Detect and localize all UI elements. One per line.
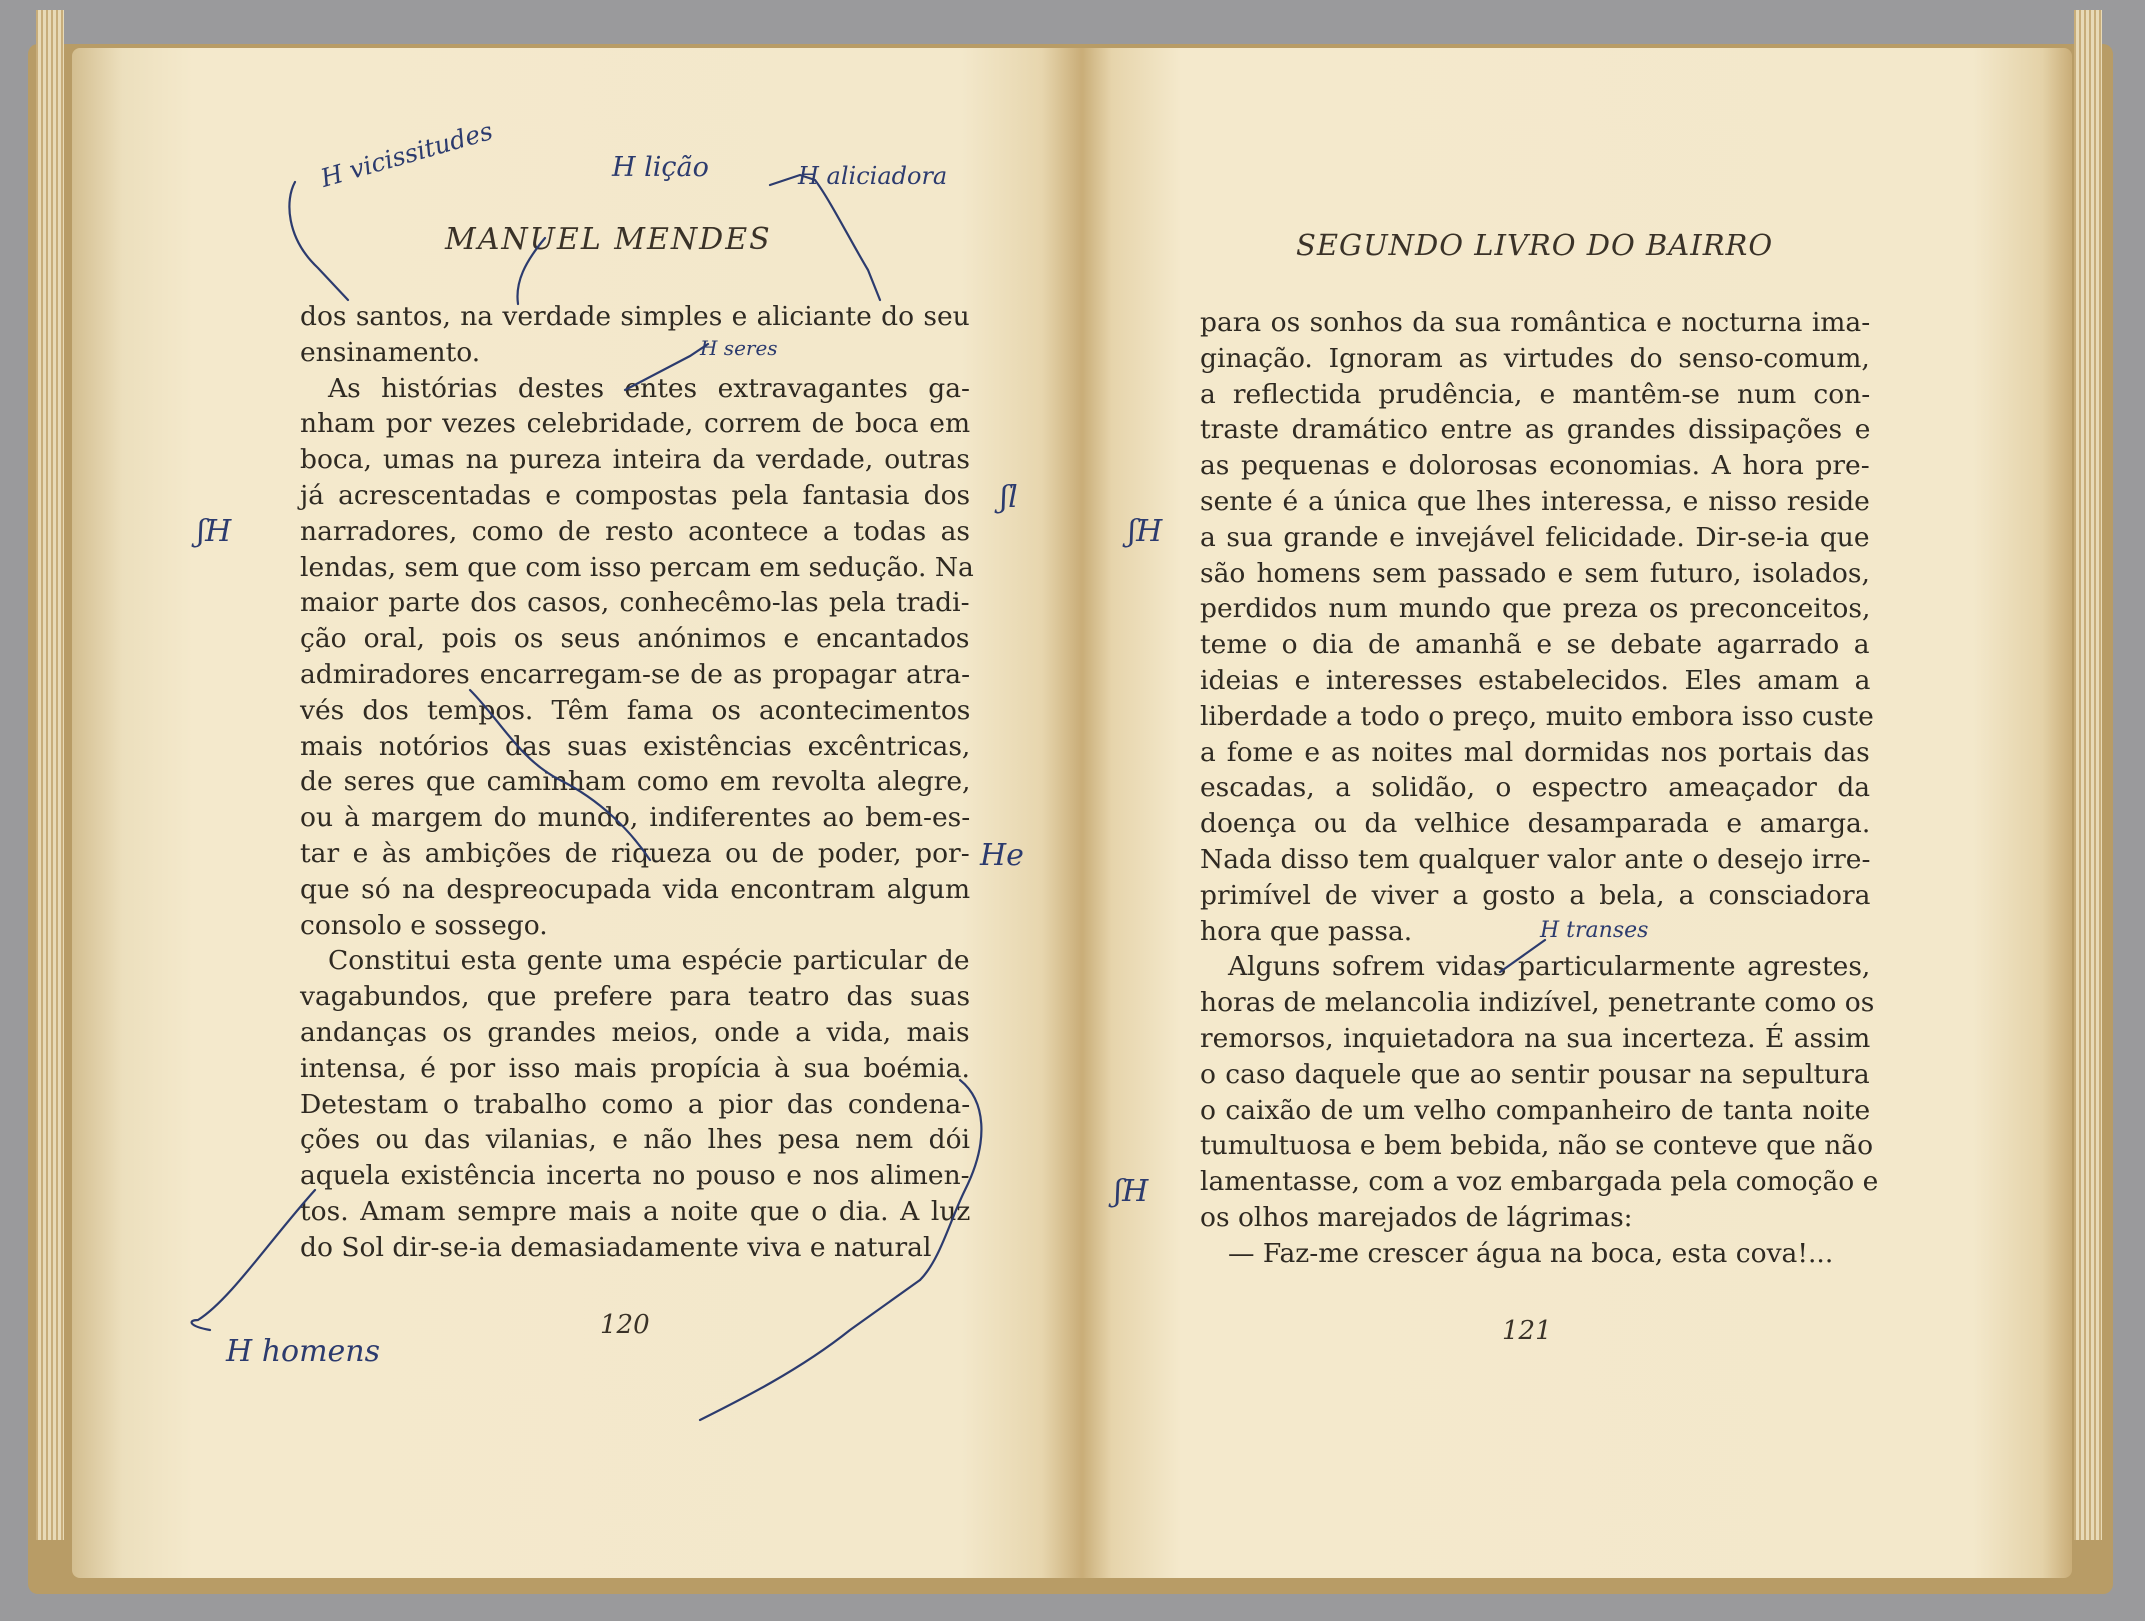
- text-line: traste dramático entre as grandes dissipações e: [1200, 414, 1871, 446]
- text-line: a reflectida prudência, e mantêm-se num con-: [1200, 378, 1871, 410]
- text-line: ou à margem do mundo, indiferentes ao bem-es-: [300, 802, 971, 834]
- text-line: que só na despreocupada vida encontram algum: [300, 873, 971, 905]
- text-line: a sua grande e invejável felicidade. Dir-se-ia que: [1200, 521, 1870, 553]
- text-line: escadas, a solidão, o espectro ameaçador da: [1200, 772, 1871, 804]
- text-line: os olhos marejados de lágrimas:: [1200, 1202, 1633, 1233]
- text-line: as pequenas e dolorosas economias. A hora pre-: [1200, 450, 1870, 482]
- text-line: horas de melancolia indizível, penetrante como os: [1200, 987, 1875, 1019]
- right-page-number: 121: [1502, 1316, 1552, 1346]
- text-line: mais notórios das suas existências excêntricas,: [300, 730, 971, 762]
- text-line: lamentasse, com a voz embargada pela comoção e: [1200, 1166, 1879, 1198]
- text-line: vés dos tempos. Têm fama os acontecimentos: [300, 694, 971, 726]
- annotation-vicissitudes: H vicissitudes: [317, 116, 496, 193]
- text-line: teme o dia de amanhã e se debate agarrado a: [1200, 629, 1870, 661]
- annotation-aliciadora: H aliciadora: [798, 162, 948, 190]
- text-line: ções ou das vilanias, e não lhes pesa nem dói: [300, 1124, 971, 1156]
- text-line: doença ou da velhice desamparada e amarga.: [1200, 808, 1871, 840]
- right-running-head: SEGUNDO LIVRO DO BAIRRO: [1296, 228, 1774, 262]
- text-line: tumultuosa e bem bebida, não se conteve que não: [1200, 1130, 1874, 1162]
- text-line: intensa, é por isso mais propícia à sua boémia.: [300, 1052, 970, 1084]
- text-line: tos. Amam sempre mais a noite que o dia. A luz: [300, 1196, 971, 1227]
- text-line: o caso daquele que ao sentir pousar na sepultura: [1200, 1058, 1870, 1090]
- text-line: As histórias destes entes extravagantes ga-: [328, 372, 970, 404]
- annotation-delete-mark-top: ʃl: [1000, 480, 1018, 515]
- text-line: primível de viver a gosto a bela, a consciadora: [1200, 879, 1871, 911]
- text-line: para os sonhos da sua romântica e nocturna ima-: [1200, 307, 1871, 338]
- text-line: são homens sem passado e sem futuro, isolados,: [1200, 557, 1870, 589]
- text-line: dos santos, na verdade simples e aliciante do seu: [300, 301, 970, 332]
- text-line: hora que passa.: [1200, 915, 1413, 947]
- text-line: boca, umas na pureza inteira da verdade, outras: [300, 444, 971, 476]
- right-page-edges: [2074, 10, 2102, 1540]
- text-line: vagabundos, que prefere para teatro das suas: [300, 981, 971, 1013]
- text-line: consolo e sossego.: [300, 909, 548, 941]
- text-line: de seres que caminham como em revolta alegre,: [300, 766, 971, 798]
- text-line: maior parte dos casos, conhecêmo-las pela tradi-: [300, 587, 970, 619]
- annotation-delete-mark-1: ʃH: [1128, 514, 1163, 549]
- text-line: sente é a única que lhes interessa, e nisso reside: [1200, 486, 1870, 517]
- left-running-head: MANUEL MENDES: [445, 222, 772, 257]
- text-line: o caixão de um velho companheiro de tanta noite: [1200, 1094, 1871, 1126]
- text-line: nham por vezes celebridade, correm de boca em: [300, 408, 971, 440]
- text-line: Alguns sofrem vidas particularmente agrestes,: [1228, 951, 1871, 983]
- text-line: já acrescentadas e compostas pela fantasia dos: [300, 480, 971, 511]
- text-line: Constitui esta gente uma espécie particular de: [328, 945, 970, 977]
- annotation-licao: H lição: [612, 152, 709, 183]
- text-line: Nada disso tem qualquer valor ante o desejo irre-: [1200, 844, 1871, 875]
- annotation-he: He: [980, 838, 1024, 873]
- text-line: a fome e as noites mal dormidas nos portais das: [1200, 736, 1870, 768]
- text-line: ginação. Ignoram as virtudes do senso-comum,: [1200, 342, 1870, 374]
- text-line: do Sol dir-se-ia demasiadamente viva e natural: [300, 1231, 932, 1263]
- annotation-delete-mark-left: ʃH: [197, 514, 232, 549]
- text-line: aquela existência incerta no pouso e nos alimen-: [300, 1160, 970, 1192]
- text-line: narradores, como de resto acontece a todas as: [300, 515, 971, 547]
- text-line: ção oral, pois os seus anónimos e encantados: [300, 623, 970, 655]
- text-line: liberdade a todo o preço, muito embora isso custe: [1200, 700, 1874, 732]
- text-line: lendas, sem que com isso percam em sedução. Na: [300, 551, 974, 583]
- annotation-homens: H homens: [226, 1334, 380, 1369]
- annotation-delete-mark-2: ʃH: [1114, 1174, 1149, 1209]
- annotation-transes: H transes: [1540, 918, 1649, 943]
- annotation-seres: H seres: [700, 336, 778, 360]
- text-line: admiradores encarregam-se de as propagar atra-: [300, 659, 971, 690]
- text-line: ensinamento.: [300, 336, 481, 368]
- left-page-number: 120: [600, 1310, 650, 1340]
- text-line: tar e às ambições de riqueza ou de poder, por-: [300, 838, 970, 869]
- text-line: — Faz-me crescer água na boca, esta cova!...: [1228, 1237, 1834, 1269]
- left-page-edges: [36, 10, 64, 1540]
- text-line: andanças os grandes meios, onde a vida, mais: [300, 1017, 970, 1048]
- text-line: Detestam o trabalho como a pior das condena-: [300, 1088, 971, 1120]
- text-line: perdidos num mundo que preza os preconceitos,: [1200, 593, 1871, 625]
- text-line: remorsos, inquietadora na sua incerteza. É assim: [1200, 1023, 1871, 1054]
- text-line: ideias e interesses estabelecidos. Eles amam a: [1200, 665, 1871, 696]
